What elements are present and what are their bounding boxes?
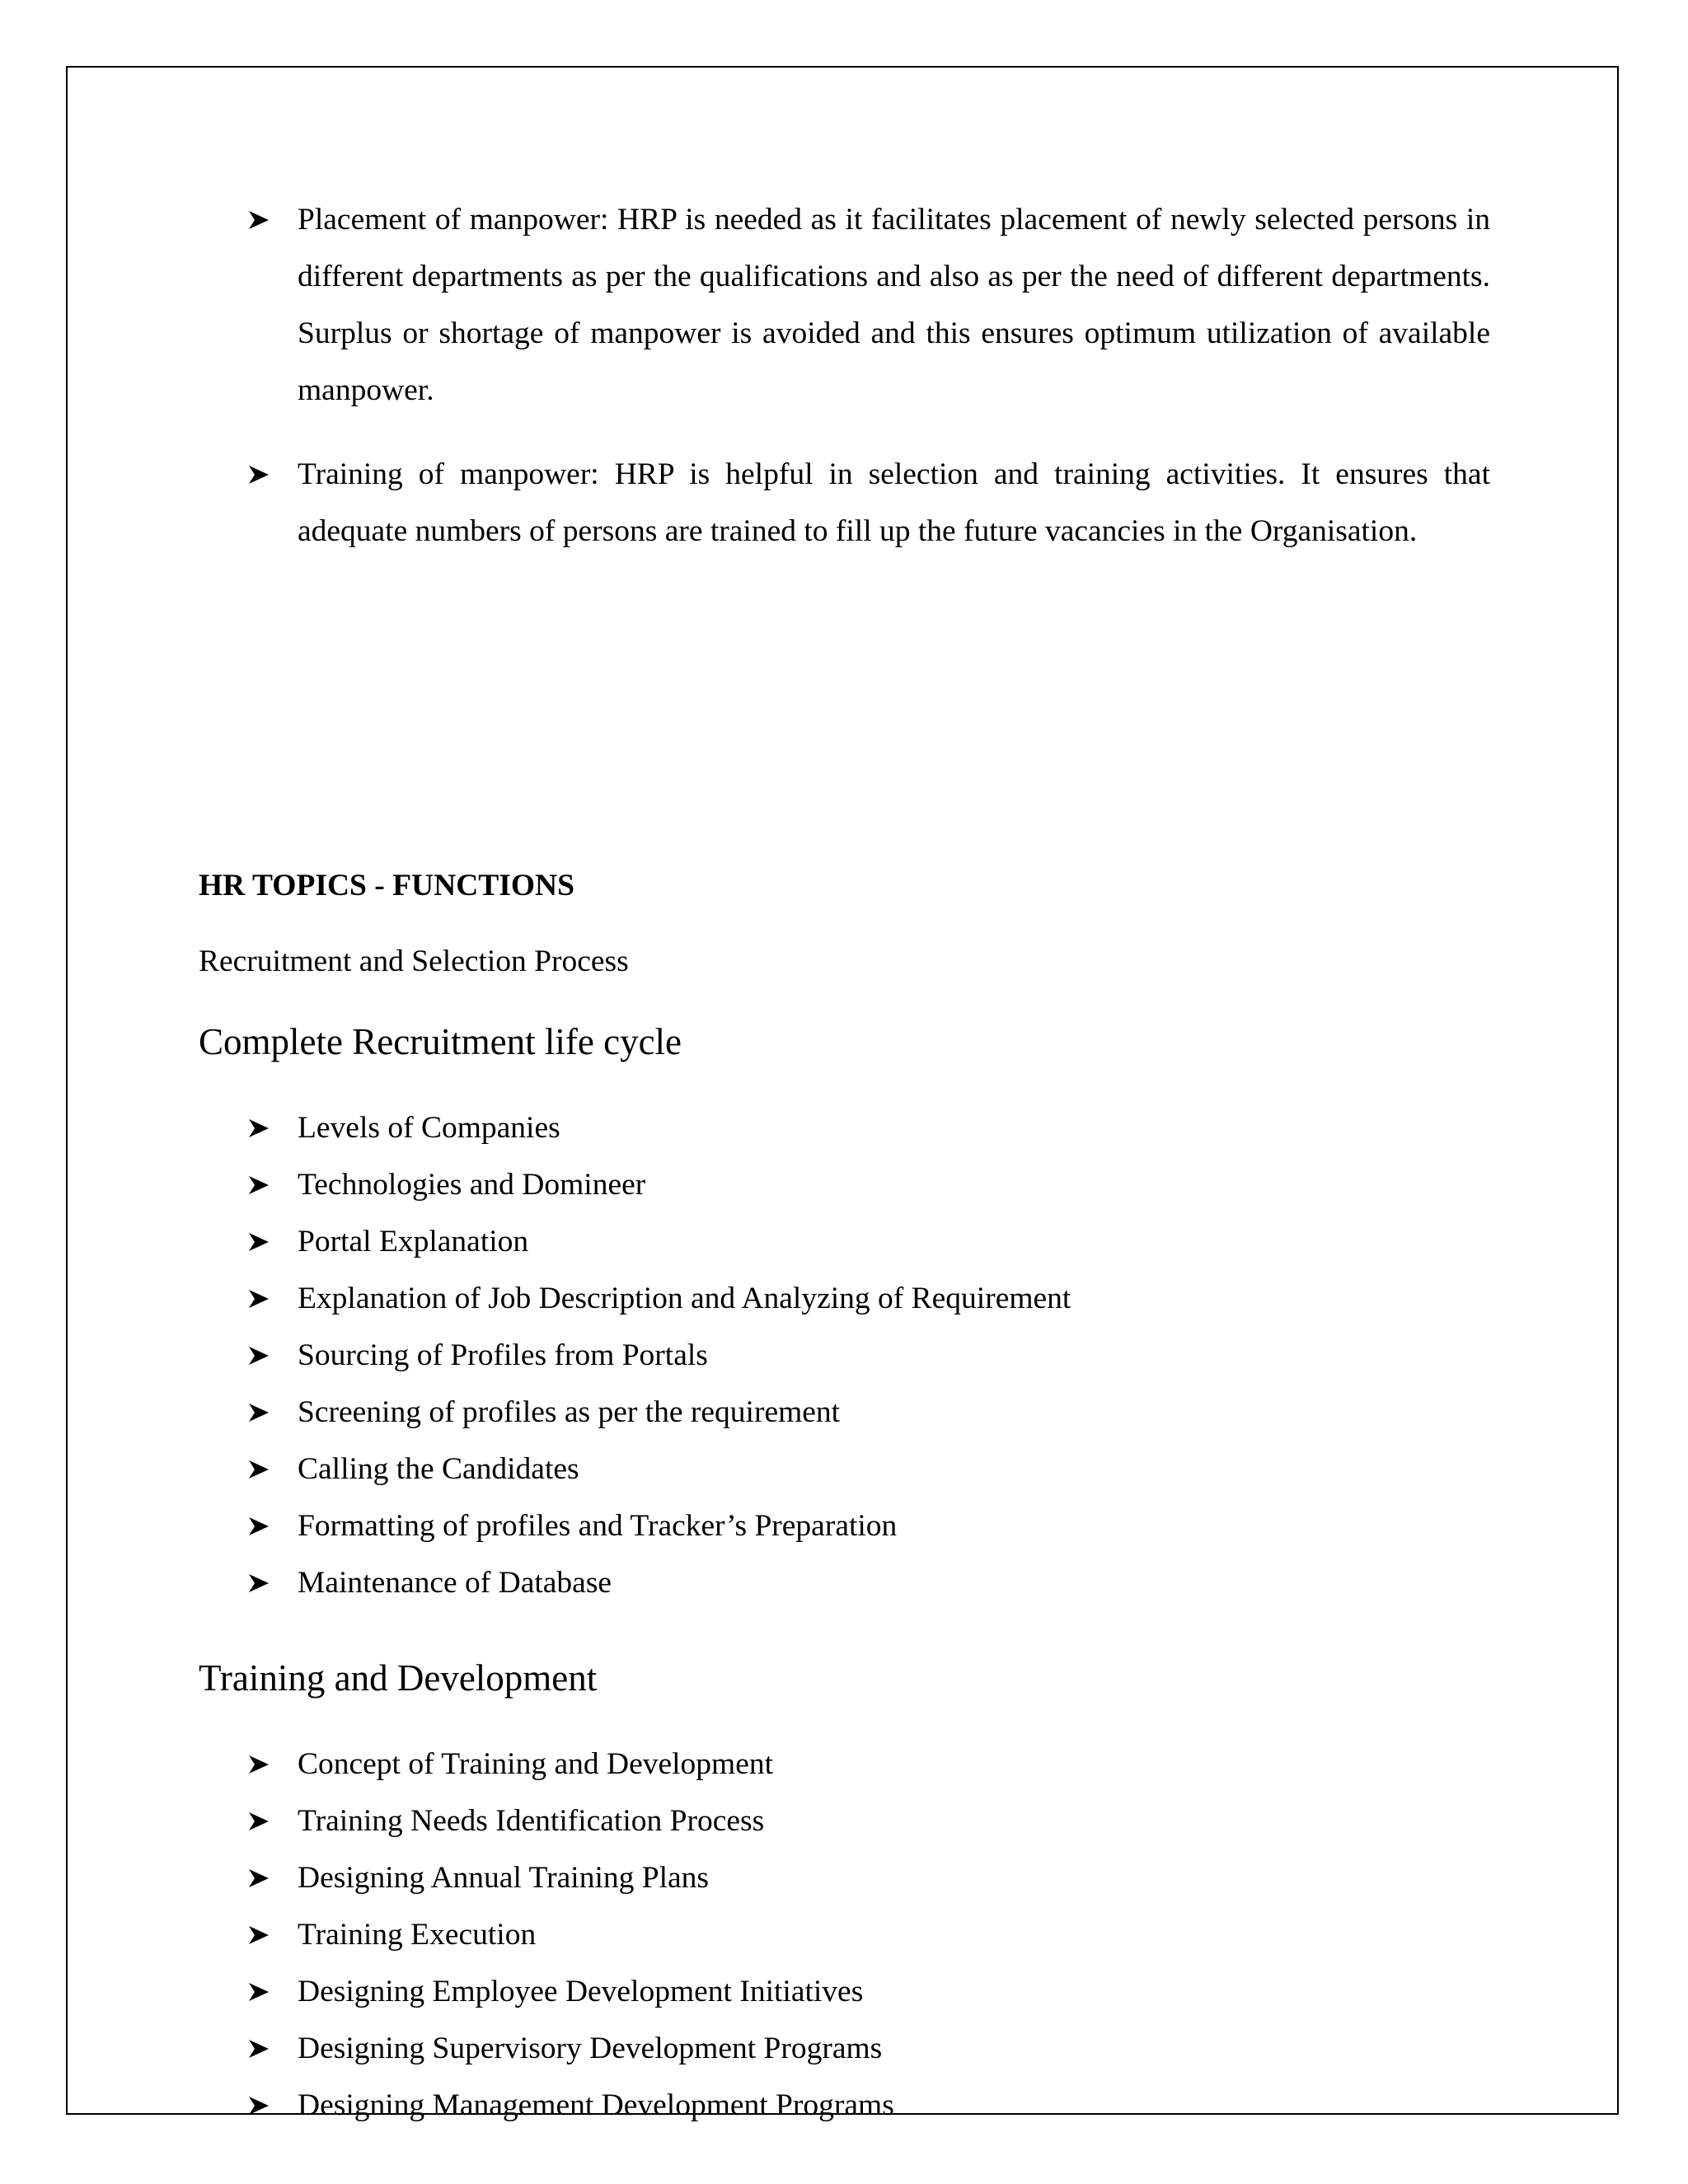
list-item <box>199 1497 1071 1554</box>
list-item <box>199 1384 1071 1441</box>
arrowhead-bullet-icon <box>248 1441 273 1497</box>
training-list <box>199 1736 894 2134</box>
list-item <box>199 1963 894 2020</box>
list-item-text: Technologies and Domineer <box>298 1168 646 1202</box>
arrowhead-bullet-icon <box>248 1270 273 1327</box>
arrowhead-bullet-icon <box>248 1906 273 1963</box>
recruitment-list <box>199 1099 1071 1611</box>
arrowhead-bullet-icon <box>248 1736 273 1793</box>
arrowhead-bullet-icon <box>248 446 273 503</box>
list-item <box>199 1793 894 1849</box>
arrowhead-bullet-icon <box>248 1849 273 1906</box>
document-content <box>199 191 1490 2122</box>
list-item-text: Maintenance of Database <box>298 1566 612 1600</box>
arrowhead-bullet-icon <box>248 1554 273 1611</box>
arrowhead-bullet-icon <box>248 1099 273 1156</box>
list-item <box>199 1736 894 1793</box>
list-item-text: Portal Explanation <box>298 1225 529 1258</box>
list-item <box>199 1906 894 1963</box>
arrowhead-bullet-icon <box>248 2020 273 2077</box>
list-item-text: Designing Supervisory Development Programs <box>298 2032 883 2065</box>
arrowhead-bullet-icon <box>248 191 273 248</box>
list-item <box>199 1270 1071 1327</box>
list-item-text: Screening of profiles as per the requirement <box>298 1395 841 1429</box>
arrowhead-bullet-icon <box>248 1156 273 1213</box>
arrowhead-bullet-icon <box>248 1327 273 1384</box>
intro-bullet-list <box>199 191 1490 560</box>
paragraph-text: Placement of manpower: HRP is needed as it facilitates placement of newly selected persons in different departments as per the qualifications and also as per the need of different departments. Surplus or shortage of manpower is avoided and this ensures optimum utilization of available manpower. <box>298 203 1490 407</box>
training-title: Training and Development <box>199 1657 598 1699</box>
recruitment-title: Complete Recruitment life cycle <box>199 1021 682 1062</box>
list-item <box>199 191 1490 419</box>
list-item-text: Calling the Candidates <box>298 1452 579 1486</box>
list-item <box>199 1327 1071 1384</box>
arrowhead-bullet-icon <box>248 1213 273 1270</box>
list-item-text: Designing Employee Development Initiatives <box>298 1975 864 2008</box>
list-item-text: Concept of Training and Development <box>298 1747 774 1781</box>
list-item-text: Sourcing of Profiles from Portals <box>298 1338 708 1372</box>
list-item <box>199 1849 894 1906</box>
subheading: Recruitment and Selection Process <box>199 944 629 978</box>
list-item-text: Explanation of Job Description and Analyzing of Requirement <box>298 1282 1071 1315</box>
list-item-text: Designing Annual Training Plans <box>298 1861 709 1895</box>
section-heading: HR TOPICS - FUNCTIONS <box>199 869 574 902</box>
list-item <box>199 446 1490 560</box>
list-item-text: Levels of Companies <box>298 1111 560 1145</box>
list-item-text: Training Execution <box>298 1918 537 1952</box>
list-item <box>199 1213 1071 1270</box>
arrowhead-bullet-icon <box>248 1384 273 1441</box>
list-item-text: Formatting of profiles and Tracker’s Preparation <box>298 1509 898 1543</box>
list-item <box>199 1554 1071 1611</box>
list-item <box>199 1156 1071 1213</box>
arrowhead-bullet-icon <box>248 2077 273 2134</box>
list-item <box>199 2020 894 2077</box>
list-item-text: Designing Management Development Programs <box>298 2088 894 2122</box>
paragraph-text: Training of manpower: HRP is helpful in selection and training activities. It ensures that adequate numbers of persons are trained to fill up the future vacancies in the Organisation. <box>298 457 1490 548</box>
list-item <box>199 1099 1071 1156</box>
arrowhead-bullet-icon <box>248 1497 273 1554</box>
list-item <box>199 1441 1071 1497</box>
list-item <box>199 2077 894 2134</box>
arrowhead-bullet-icon <box>248 1963 273 2020</box>
list-item-text: Training Needs Identification Process <box>298 1804 765 1838</box>
arrowhead-bullet-icon <box>248 1793 273 1849</box>
